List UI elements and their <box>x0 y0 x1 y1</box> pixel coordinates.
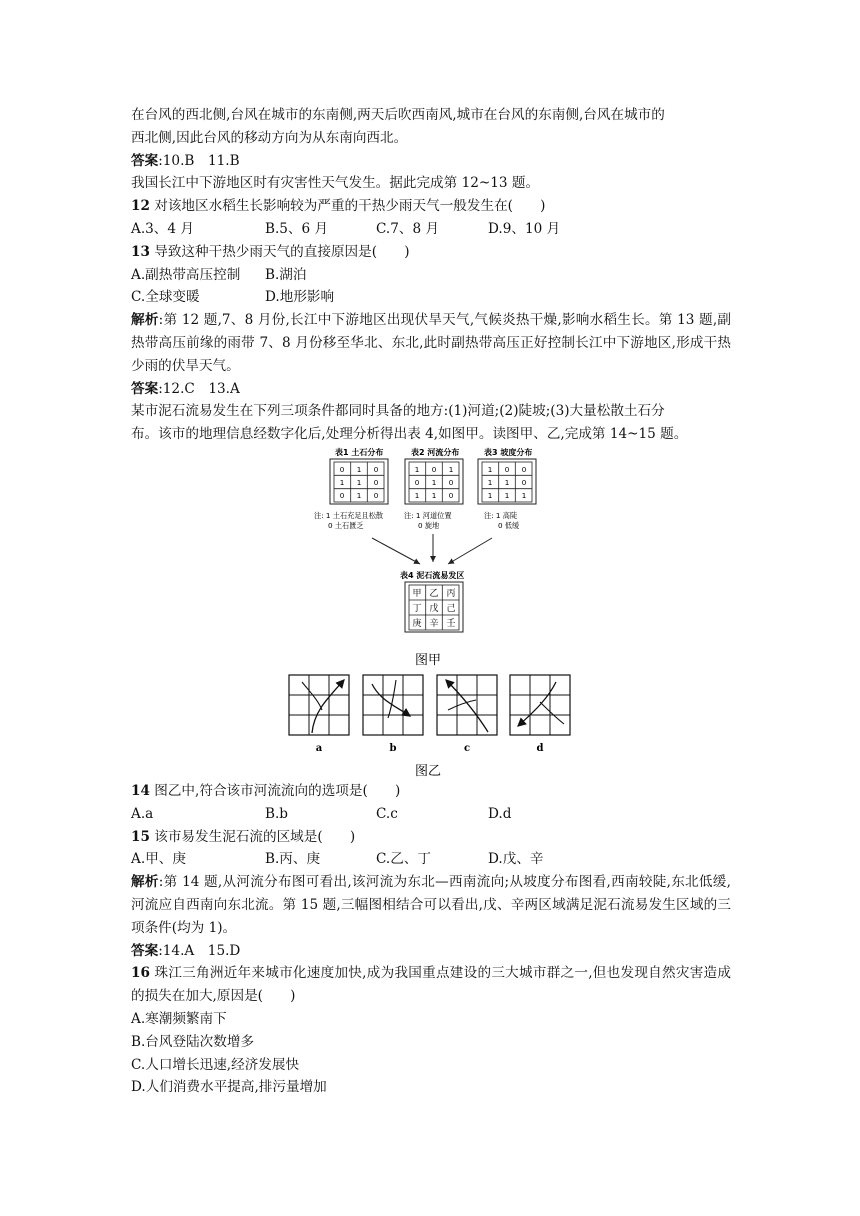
cell: 1 <box>356 491 362 500</box>
answer-14-15 <box>131 940 731 963</box>
cell: 1 <box>521 491 527 500</box>
table-1-note-1: 注: 1 土石充足且松散 <box>314 511 384 520</box>
context-12-13: 我国长江中下游地区时有灾害性天气发生。据此完成第 12~13 题。 <box>131 175 540 192</box>
option-label-b: b <box>389 743 397 754</box>
cell: 0 <box>431 465 437 474</box>
table-4-title: 表4 泥石流易发区 <box>400 571 465 580</box>
question-text: 导致这种干热少雨天气的直接原因是( ) <box>149 243 410 260</box>
option-label-c: c <box>463 743 471 754</box>
intro-line-1: 在台风的西北侧,台风在城市的东南侧,两天后吹西南风,城市在台风的东南侧,台风在城市的 <box>131 107 665 123</box>
cell: 辛 <box>429 619 439 629</box>
figure-yi-caption: 图乙 <box>415 764 442 779</box>
arrow-1 <box>372 538 420 564</box>
cell: 1 <box>339 478 345 487</box>
cell: 0 <box>339 465 345 474</box>
question-16-option-d: D.人们消费水平提高,排污量增加 <box>131 1079 327 1096</box>
cell: 1 <box>414 491 420 500</box>
table-2-note-1: 注: 1 河道位置 <box>404 511 452 520</box>
cell: 1 <box>487 478 493 487</box>
answer-label: 答案 <box>131 942 159 959</box>
cell: 0 <box>448 478 454 487</box>
option-d: D.9、10 月 <box>488 220 561 237</box>
cell: 1 <box>487 491 493 500</box>
cell: 1 <box>414 465 420 474</box>
option-a-grid <box>289 675 349 735</box>
intro-line-2: 西北侧,因此台风的移动方向为从东南向西北。 <box>131 129 408 146</box>
cell: 壬 <box>446 619 456 629</box>
question-text: 对该地区水稻生长影响较为严重的干热少雨天气一般发生在( ) <box>149 198 546 215</box>
table-1-grid <box>330 459 388 504</box>
option-c: C.c <box>376 805 398 822</box>
explanation-text: :第 12 题,7、8 月份,长江中下游地区出现伏旱天气,气候炎热干燥,影响水稻生长。第 13 题,副热带高压前缘的雨带 7、8 月份移至华北、东北,此时副热带高压正好控制长江中下游地区,形成干热少雨的伏旱天气。 <box>131 312 732 374</box>
cell: 0 <box>448 491 454 500</box>
figure-jia-caption: 图甲 <box>415 653 442 668</box>
option-b: B.丙、庚 <box>265 851 321 868</box>
question-16-option-c: C.人口增长迅速,经济发展快 <box>131 1056 300 1073</box>
option-b: B.b <box>265 805 289 822</box>
question-14 <box>131 780 731 803</box>
table-1-note-2: 0 土石匮乏 <box>328 521 364 530</box>
option-d: D.戊、辛 <box>488 851 544 868</box>
answer-label: 答案 <box>131 152 159 169</box>
cell: 1 <box>504 478 510 487</box>
explanation-14-15 <box>131 871 731 939</box>
explanation-label: 解析 <box>131 312 159 329</box>
option-c: C.乙、丁 <box>376 851 432 868</box>
table-3-note-1: 注: 1 高陡 <box>484 511 518 520</box>
cell: 0 <box>504 465 510 474</box>
option-a: A.甲、庚 <box>131 851 186 868</box>
cell: 戊 <box>429 604 439 614</box>
cell: 1 <box>431 491 437 500</box>
option-b: B.湖泊 <box>265 266 307 283</box>
question-number: 16 <box>131 965 150 982</box>
option-label-d: d <box>536 743 544 754</box>
question-16-option-a: A.寒潮频繁南下 <box>131 1010 227 1027</box>
table-2-title: 表2 河流分布 <box>411 448 460 457</box>
explanation-text: :第 14 题,从河流分布图可看出,该河流为东北—西南流向;从坡度分布图看,西南较陡,东北低缓,河流应自西南向东北流。第 15 题,三幅图相结合可以看出,戊、辛两区域满足泥石流易发生区域的三项条件(均为 1)。 <box>131 874 732 936</box>
answer-label: 答案 <box>131 380 159 397</box>
cell: 0 <box>373 491 379 500</box>
cell: 乙 <box>429 589 439 599</box>
option-a: A.副热带高压控制 <box>131 266 241 283</box>
answer-text: :12.C 13.A <box>158 380 240 397</box>
explanation-label: 解析 <box>131 874 159 891</box>
question-15 <box>131 826 731 849</box>
cell: 0 <box>373 465 379 474</box>
option-a: A.a <box>131 805 154 822</box>
question-number: 12 <box>131 198 150 215</box>
cell: 1 <box>356 478 362 487</box>
cell: 0 <box>339 491 345 500</box>
cell: 0 <box>521 478 527 487</box>
question-16-option-b: B.台风登陆次数增多 <box>131 1033 255 1050</box>
cell: 己 <box>446 604 456 614</box>
cell: 甲 <box>412 589 422 599</box>
cell: 丁 <box>412 604 422 614</box>
cell: 丙 <box>446 589 456 599</box>
option-b-grid <box>363 675 423 735</box>
question-number: 14 <box>131 783 150 799</box>
option-d: D.地形影响 <box>265 289 335 306</box>
option-c: C.7、8 月 <box>376 220 440 237</box>
option-d: D.d <box>488 805 512 822</box>
arrow-3 <box>448 538 492 564</box>
table-3-grid <box>478 459 536 504</box>
table-1-title: 表1 土石分布 <box>335 448 384 457</box>
table-3-note-2: 0 低缓 <box>498 521 520 530</box>
cell: 0 <box>414 478 420 487</box>
option-b: B.5、6 月 <box>265 220 329 237</box>
question-14-options <box>131 803 731 826</box>
table-2-grid <box>405 459 463 504</box>
table-2-note-2: 0 旋地 <box>418 521 440 530</box>
table-3-title: 表3 坡度分布 <box>484 448 533 457</box>
cell: 1 <box>431 478 437 487</box>
question-15-options <box>131 848 731 871</box>
cell: 0 <box>373 478 379 487</box>
option-c-grid <box>437 675 497 735</box>
question-16 <box>131 962 731 1008</box>
cell: 1 <box>356 465 362 474</box>
option-a: A.3、4 月 <box>131 220 194 237</box>
option-c: C.全球变暖 <box>131 289 200 306</box>
question-text: 珠江三角洲近年来城市化速度加快,成为我国重点建设的三大城市群之一,但也发现自然灾害造成的损失在加大,原因是( ) <box>131 965 731 1005</box>
question-text: 该市易发生泥石流的区域是( ) <box>149 828 356 845</box>
question-number: 15 <box>131 828 150 845</box>
cell: 1 <box>504 491 510 500</box>
answer-text: :10.B 11.B <box>158 152 240 169</box>
option-d-grid <box>510 675 570 735</box>
answer-text: :14.A 15.D <box>158 942 241 959</box>
table-4-grid <box>405 582 463 632</box>
cell: 庚 <box>412 619 422 629</box>
question-number: 13 <box>131 243 150 260</box>
cell: 0 <box>521 465 527 474</box>
option-label-a: a <box>315 743 323 754</box>
cell: 1 <box>448 465 454 474</box>
cell: 1 <box>487 465 493 474</box>
context-14-15-line-1: 某市泥石流易发生在下列三项条件都同时具备的地方:(1)河道;(2)陡坡;(3)大量松散土石分 <box>131 403 665 420</box>
question-text: 图乙中,符合该市河流流向的选项是( ) <box>149 783 401 799</box>
context-14-15-line-2: 布。该市的地理信息经数字化后,处理分析得出表 4,如图甲。读图甲、乙,完成第 14~15 题。 <box>131 426 688 443</box>
document-body-lower <box>131 780 731 1099</box>
